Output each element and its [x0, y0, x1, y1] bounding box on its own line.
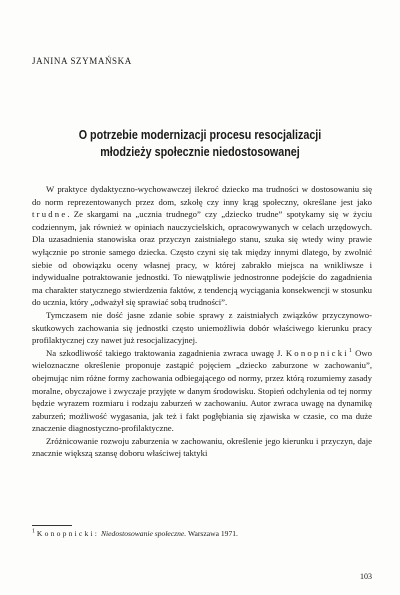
paragraph-1-text-a: W praktyce dydaktyczno-wychowawczej ilekroć dziecko ma trudności w dostosowaniu się do norm reprezentowanych przez dom, szkołę czy inny krąg społeczny, określane jest jako [32, 184, 372, 207]
footnote-title: Niedostosowanie społeczne. [100, 529, 187, 538]
paragraph-4: Zróżnicowanie rozwoju zaburzenia w zachowaniu, określenie jego kierunku i przyczyn, daje znacznie większą szansę doboru właściwej taktyki [32, 435, 372, 459]
footnote-author: Konopnicki: [36, 529, 100, 538]
footnote-reference[interactable]: 1 [348, 347, 352, 354]
article-body [32, 183, 372, 460]
author-name: JANINA SZYMAŃSKA [32, 56, 132, 66]
footnote [32, 529, 372, 539]
paragraph-3-text-b: Owo wieloznaczne określenie proponuje zastąpić pojęciem „dziecko zaburzone w zachowaniu”, obejmując nim różne formy zachowania odbiegającego od normy, przez którą rozumiemy zasady moralne, obyczajowe i zwyczaje przyjęte w danym środowisku. Stopień odchylenia od tej normy będzie wyrazem rozmiaru i rodzaju zaburzeń w zachowaniu. Autor zwraca uwagę na dynamikę zaburzeń; możliwość wygasania, jak też i fakt pogłębiania się zjawiska w czasie, co ma duże znaczenie diagnostyczno-profilaktyczne. [32, 347, 372, 434]
paragraph-1 [32, 183, 372, 309]
spaced-term: trudne [32, 209, 68, 220]
title-line-1: O potrzebie modernizacji procesu resocjalizacji [78, 128, 322, 142]
title-line-2: młodzieży społecznie niedostosowanej [100, 145, 300, 159]
paragraph-2: Tymczasem nie dość jasne zdanie sobie sprawy z zaistniałych związków przyczynowo-skutkowych zachowania się jednostki często uniemożliwia dobór właściwego kierunku pracy profilaktycznej czy nawet już resocjalizacyjnej. [32, 309, 372, 346]
footnote-publication: Warszawa 1971. [186, 529, 238, 538]
paragraph-3 [32, 347, 372, 435]
footnote-divider [32, 525, 72, 526]
page-number: 103 [360, 572, 372, 581]
footnote-mark: 1 [32, 528, 35, 535]
paragraph-1-text-b: . Ze skargami na „ucznia trudnego” czy „dziecko trudne” spotykamy się w życiu codziennym, jak również w opiniach nauczycielskich, opracowywanych w celach urzędowych. Dla uzasadnienia stanowiska oraz przyczyn zaistniałego stanu, szuka się wtedy winy prawie wyłącznie po stronie samego dziecka. Często czyni się tak między innymi dlatego, by zwolnić siebie od obowiązku oceny własnej pracy, w której zabrakło miejsca na wnikliwsze i indywidualne potraktowanie jednostki. To niewątpliwie jednostronne podejście do zagadnienia ma charakter statycznego stwierdzenia faktów, z tendencją wyciągania konsekwencji w stosunku do ucznia, który „odważył się sprawiać sobą trudności”. [32, 209, 372, 308]
cited-author: Konopnicki [285, 347, 349, 358]
article-title [54, 127, 346, 161]
paragraph-3-text-a: Na szkodliwość takiego traktowania zagadnienia zwraca uwagę J. [46, 347, 286, 358]
